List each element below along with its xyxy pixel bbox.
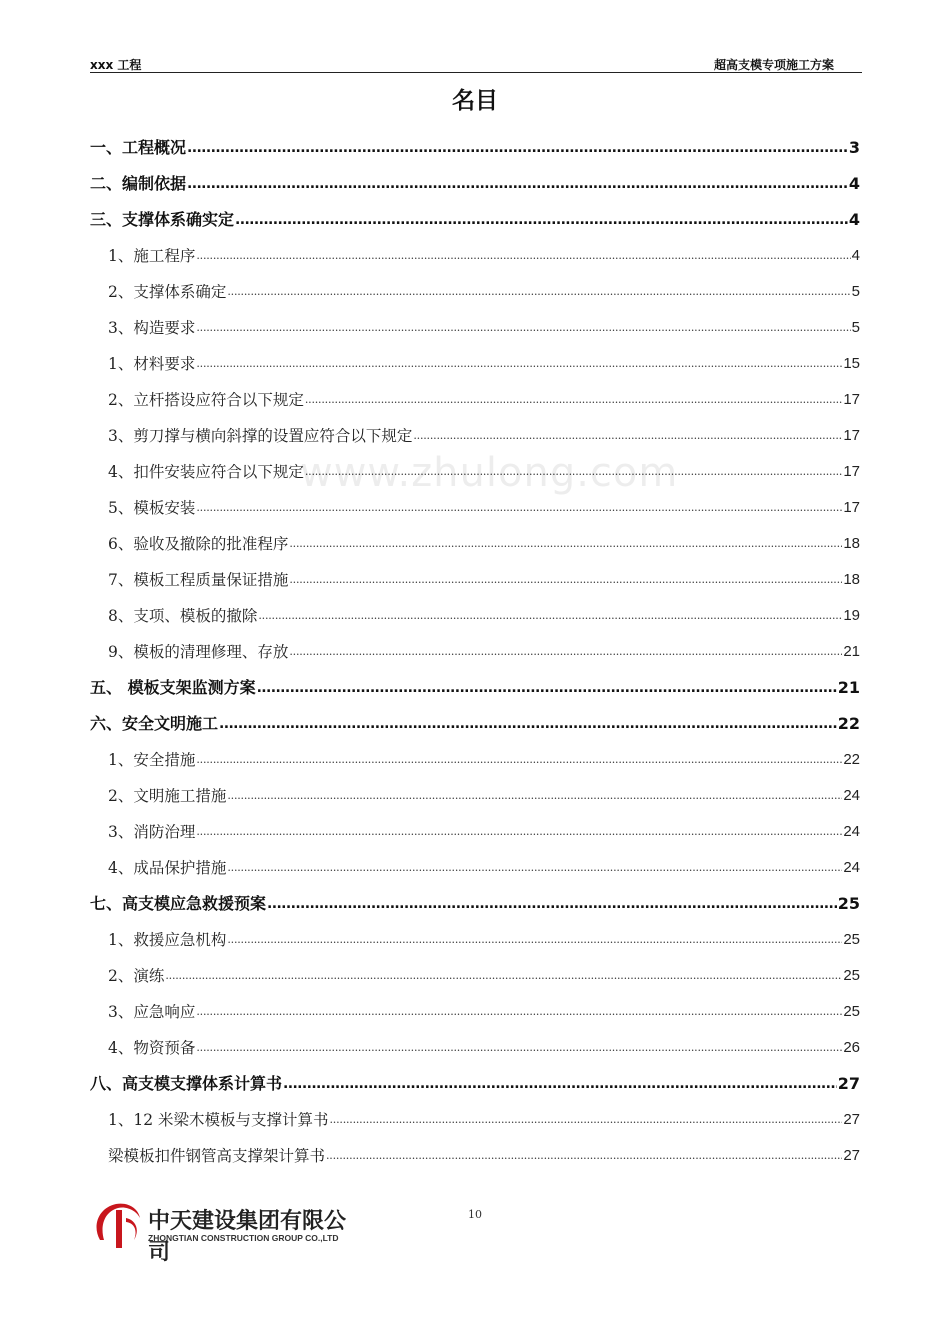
toc-entry-page: 26 (843, 1039, 860, 1056)
toc-leader-dots (187, 174, 848, 194)
toc-leader-dots (227, 282, 850, 302)
toc-entry-page: 22 (843, 751, 860, 768)
toc-entry-page: 17 (843, 391, 860, 408)
toc-subsection-entry[interactable] (90, 302, 860, 338)
toc-leader-dots (235, 210, 848, 230)
page-title: 名目 (452, 88, 498, 114)
toc-leader-dots (187, 138, 848, 158)
toc-entry-page: 4 (848, 210, 860, 229)
toc-subsection-entry[interactable] (90, 338, 860, 374)
toc-leader-dots (196, 822, 842, 842)
toc-entry-label: 2、立杆搭设应符合以下规定 (108, 391, 304, 409)
toc-entry-label: 2、演练 (108, 967, 165, 985)
logo-company-name: 中天建设集团有限公司 (148, 1209, 347, 1265)
toc-entry-label: 7、模板工程质量保证措施 (108, 571, 289, 589)
toc-entry-label: 4、成品保护措施 (108, 859, 227, 877)
toc-leader-dots (326, 1146, 842, 1166)
toc-subsection-entry[interactable] (90, 770, 860, 806)
toc-entry-page: 4 (851, 247, 860, 264)
toc-subsection-entry[interactable] (90, 266, 860, 302)
toc-leader-dots (165, 966, 842, 986)
toc-entry-label: 二、编制依据 (90, 174, 187, 193)
toc-leader-dots (267, 894, 837, 914)
toc-entry-label: 2、支撑体系确定 (108, 283, 227, 301)
toc-subsection-entry[interactable] (90, 230, 860, 266)
toc-entry-page: 27 (843, 1147, 860, 1164)
toc-entry-label: 4、物资预备 (108, 1039, 196, 1057)
toc-leader-dots (305, 390, 842, 410)
toc-entry-page: 4 (848, 174, 860, 193)
table-of-contents (90, 122, 860, 1166)
toc-subsection-entry[interactable] (90, 986, 860, 1022)
toc-section-entry[interactable] (90, 194, 860, 230)
toc-leader-dots (289, 642, 842, 662)
toc-entry-page: 18 (843, 535, 860, 552)
logo-company-name-en: ZHONGTIAN CONSTRUCTION GROUP CO.,LTD (148, 1233, 339, 1243)
toc-subsection-entry[interactable] (90, 842, 860, 878)
toc-entry-label: 4、扣件安装应符合以下规定 (108, 463, 304, 481)
toc-leader-dots (227, 786, 842, 806)
toc-entry-page: 24 (843, 859, 860, 876)
toc-subsection-entry[interactable] (90, 590, 860, 626)
zhongtian-logo-icon (92, 1196, 146, 1250)
toc-section-entry[interactable] (90, 878, 860, 914)
toc-subsection-entry[interactable] (90, 950, 860, 986)
toc-section-entry[interactable] (90, 122, 860, 158)
toc-entry-label: 9、模板的清理修理、存放 (108, 643, 289, 661)
toc-entry-label: 8、支项、模板的撤除 (108, 607, 258, 625)
toc-leader-dots (289, 534, 842, 554)
toc-entry-page: 22 (837, 714, 860, 733)
toc-leader-dots (330, 1110, 843, 1130)
toc-leader-dots (289, 570, 842, 590)
toc-entry-page: 27 (843, 1111, 860, 1128)
toc-entry-label: 6、验收及撤除的批准程序 (108, 535, 289, 553)
toc-entry-label: 三、支撑体系确实定 (90, 210, 235, 229)
toc-entry-label: 一、工程概况 (90, 138, 187, 157)
toc-entry-label: 1、救援应急机构 (108, 931, 227, 949)
toc-entry-page: 15 (843, 355, 860, 372)
toc-section-entry[interactable] (90, 698, 860, 734)
toc-leader-dots (413, 426, 842, 446)
toc-entry-label: 3、应急响应 (108, 1003, 196, 1021)
toc-entry-label: 1、12 米梁木模板与支撑计算书 (108, 1111, 329, 1129)
toc-entry-page: 25 (843, 931, 860, 948)
company-logo (92, 1196, 362, 1265)
toc-entry-page: 5 (851, 283, 860, 300)
toc-subsection-entry[interactable] (90, 410, 860, 446)
toc-entry-page: 25 (843, 1003, 860, 1020)
toc-subsection-entry[interactable] (90, 806, 860, 842)
toc-entry-page: 17 (843, 463, 860, 480)
toc-leader-dots (219, 714, 837, 734)
toc-leader-dots (227, 858, 842, 878)
toc-subsection-entry[interactable] (90, 1130, 860, 1166)
toc-section-entry[interactable] (90, 158, 860, 194)
toc-leader-dots (196, 498, 842, 518)
toc-entry-label: 梁模板扣件钢管高支撑架计算书 (108, 1147, 326, 1165)
header-document-title: 超高支模专项施工方案 (713, 58, 834, 72)
toc-entry-label: 八、高支模支撑体系计算书 (90, 1074, 283, 1093)
page-number: 10 (468, 1208, 482, 1221)
toc-subsection-entry[interactable] (90, 1094, 860, 1130)
toc-entry-label: 1、材料要求 (108, 355, 196, 373)
toc-leader-dots (196, 354, 842, 374)
toc-section-entry[interactable] (90, 1058, 860, 1094)
toc-entry-label: 5、模板安装 (108, 499, 196, 517)
header-project-name: xxx 工程 (90, 58, 142, 72)
toc-entry-page: 21 (843, 643, 860, 660)
toc-subsection-entry[interactable] (90, 626, 860, 662)
toc-entry-label: 3、消防治理 (108, 823, 196, 841)
toc-leader-dots (257, 678, 837, 698)
toc-leader-dots (196, 1002, 842, 1022)
toc-entry-label: 1、安全措施 (108, 751, 196, 769)
toc-entry-label: 2、文明施工措施 (108, 787, 227, 805)
toc-entry-label: 六、安全文明施工 (90, 714, 219, 733)
toc-entry-page: 21 (837, 678, 860, 697)
toc-entry-label: 3、构造要求 (108, 319, 196, 337)
toc-subsection-entry[interactable] (90, 914, 860, 950)
watermark-text: www.zhulong.com (300, 450, 679, 496)
toc-entry-page: 17 (843, 427, 860, 444)
toc-entry-page: 17 (843, 499, 860, 516)
toc-entry-page: 25 (837, 894, 860, 913)
toc-leader-dots (196, 318, 850, 338)
toc-entry-label: 七、高支模应急救援预案 (90, 894, 267, 913)
toc-leader-dots (258, 606, 842, 626)
toc-entry-page: 5 (851, 319, 860, 336)
toc-entry-page: 19 (843, 607, 860, 624)
toc-section-entry[interactable] (90, 662, 860, 698)
toc-leader-dots (196, 750, 842, 770)
toc-leader-dots (227, 930, 842, 950)
toc-leader-dots (196, 1038, 842, 1058)
toc-entry-page: 25 (843, 967, 860, 984)
toc-entry-page: 3 (848, 138, 860, 157)
toc-subsection-entry[interactable] (90, 518, 860, 554)
toc-entry-label: 1、施工程序 (108, 247, 196, 265)
toc-subsection-entry[interactable] (90, 374, 860, 410)
toc-entry-label: 五、 模板支架监测方案 (90, 678, 256, 697)
toc-entry-page: 24 (843, 823, 860, 840)
page-header (90, 56, 862, 73)
toc-leader-dots (283, 1074, 837, 1094)
toc-subsection-entry[interactable] (90, 1022, 860, 1058)
toc-leader-dots (196, 246, 850, 266)
toc-subsection-entry[interactable] (90, 734, 860, 770)
toc-entry-page: 24 (843, 787, 860, 804)
toc-entry-label: 3、剪刀撑与横向斜撑的设置应符合以下规定 (108, 427, 413, 445)
toc-entry-page: 27 (837, 1074, 860, 1093)
toc-entry-page: 18 (843, 571, 860, 588)
toc-subsection-entry[interactable] (90, 554, 860, 590)
